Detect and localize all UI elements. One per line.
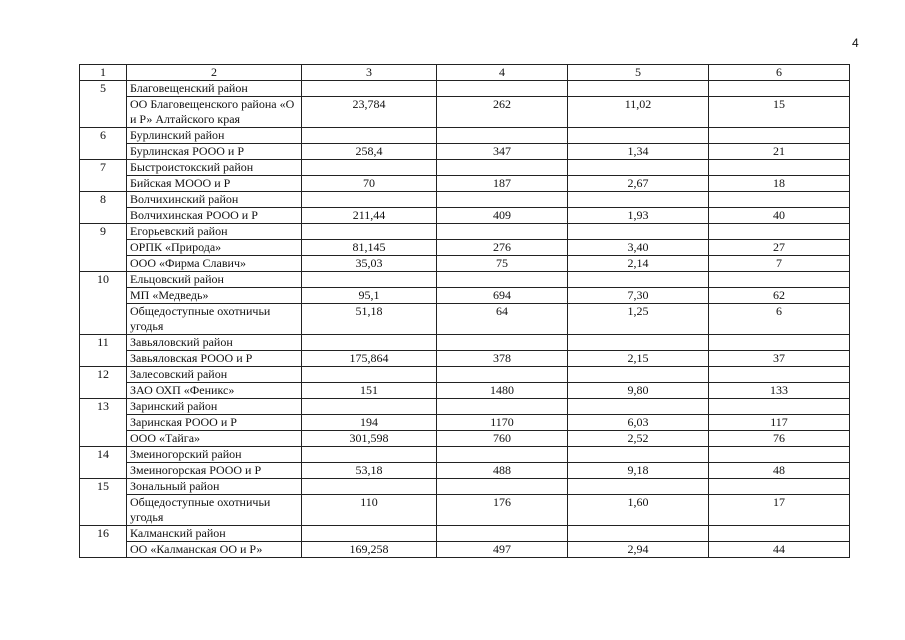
empty-cell	[568, 81, 709, 97]
organization-name: Бурлинская РООО и Р	[127, 144, 302, 160]
district-row	[80, 128, 850, 144]
district-row	[80, 367, 850, 383]
header-cell: 4	[437, 65, 568, 81]
empty-cell	[302, 160, 437, 176]
value-cell-c6: 133	[709, 383, 850, 399]
empty-cell	[302, 272, 437, 288]
district-row	[80, 224, 850, 240]
row-number: 12	[80, 367, 127, 399]
organization-name: Бийская МООО и Р	[127, 176, 302, 192]
table-row	[80, 97, 850, 128]
empty-cell	[568, 272, 709, 288]
value-cell-c5: 6,03	[568, 415, 709, 431]
organization-name: Общедоступные охотничьи угодья	[127, 495, 302, 526]
empty-cell	[437, 160, 568, 176]
table-row	[80, 383, 850, 399]
value-cell-c6: 48	[709, 463, 850, 479]
empty-cell	[302, 447, 437, 463]
value-cell-c4: 378	[437, 351, 568, 367]
value-cell-c3: 23,784	[302, 97, 437, 128]
empty-cell	[709, 526, 850, 542]
row-number: 9	[80, 224, 127, 272]
value-cell-c3: 258,4	[302, 144, 437, 160]
empty-cell	[709, 479, 850, 495]
value-cell-c4: 64	[437, 304, 568, 335]
value-cell-c5: 11,02	[568, 97, 709, 128]
value-cell-c3: 211,44	[302, 208, 437, 224]
empty-cell	[302, 128, 437, 144]
row-number: 16	[80, 526, 127, 558]
district-name: Калманский район	[127, 526, 302, 542]
empty-cell	[302, 479, 437, 495]
organization-name: Волчихинская РООО и Р	[127, 208, 302, 224]
table-row	[80, 288, 850, 304]
organization-name: Общедоступные охотничьи угодья	[127, 304, 302, 335]
table-row	[80, 304, 850, 335]
value-cell-c4: 176	[437, 495, 568, 526]
district-row	[80, 192, 850, 208]
organization-name: Заринская РООО и Р	[127, 415, 302, 431]
empty-cell	[709, 160, 850, 176]
value-cell-c5: 2,15	[568, 351, 709, 367]
value-cell-c4: 409	[437, 208, 568, 224]
district-name: Бурлинский район	[127, 128, 302, 144]
empty-cell	[437, 128, 568, 144]
value-cell-c4: 276	[437, 240, 568, 256]
empty-cell	[709, 367, 850, 383]
empty-cell	[302, 367, 437, 383]
value-cell-c4: 262	[437, 97, 568, 128]
organization-name: ЗАО ОХП «Феникс»	[127, 383, 302, 399]
empty-cell	[302, 192, 437, 208]
empty-cell	[302, 399, 437, 415]
table-row	[80, 415, 850, 431]
empty-cell	[709, 224, 850, 240]
row-number: 6	[80, 128, 127, 160]
district-name: Быстроистокский район	[127, 160, 302, 176]
value-cell-c6: 76	[709, 431, 850, 447]
value-cell-c6: 117	[709, 415, 850, 431]
empty-cell	[568, 192, 709, 208]
value-cell-c5: 9,18	[568, 463, 709, 479]
district-name: Змеиногорский район	[127, 447, 302, 463]
header-cell: 2	[127, 65, 302, 81]
organization-name: ОО Благовещенского района «О и Р» Алтайского края	[127, 97, 302, 128]
row-number: 5	[80, 81, 127, 128]
district-row	[80, 479, 850, 495]
value-cell-c6: 44	[709, 542, 850, 558]
empty-cell	[302, 335, 437, 351]
empty-cell	[437, 526, 568, 542]
value-cell-c3: 301,598	[302, 431, 437, 447]
table-row	[80, 542, 850, 558]
value-cell-c4: 497	[437, 542, 568, 558]
row-number: 8	[80, 192, 127, 224]
value-cell-c6: 21	[709, 144, 850, 160]
table-row	[80, 176, 850, 192]
value-cell-c6: 7	[709, 256, 850, 272]
empty-cell	[568, 224, 709, 240]
value-cell-c3: 95,1	[302, 288, 437, 304]
empty-cell	[302, 224, 437, 240]
empty-cell	[709, 335, 850, 351]
value-cell-c6: 27	[709, 240, 850, 256]
value-cell-c3: 51,18	[302, 304, 437, 335]
value-cell-c4: 187	[437, 176, 568, 192]
empty-cell	[437, 447, 568, 463]
district-name: Ельцовский район	[127, 272, 302, 288]
table-row	[80, 351, 850, 367]
table-row	[80, 463, 850, 479]
value-cell-c5: 2,67	[568, 176, 709, 192]
value-cell-c6: 40	[709, 208, 850, 224]
value-cell-c4: 488	[437, 463, 568, 479]
empty-cell	[437, 192, 568, 208]
district-row	[80, 160, 850, 176]
table-row	[80, 431, 850, 447]
value-cell-c3: 53,18	[302, 463, 437, 479]
value-cell-c6: 6	[709, 304, 850, 335]
empty-cell	[437, 335, 568, 351]
row-number: 10	[80, 272, 127, 335]
empty-cell	[568, 128, 709, 144]
empty-cell	[437, 224, 568, 240]
row-number: 15	[80, 479, 127, 526]
organization-name: ОО «Калманская ОО и Р»	[127, 542, 302, 558]
empty-cell	[709, 399, 850, 415]
value-cell-c5: 7,30	[568, 288, 709, 304]
organization-name: ООО «Фирма Славич»	[127, 256, 302, 272]
empty-cell	[568, 367, 709, 383]
header-cell: 6	[709, 65, 850, 81]
row-number: 7	[80, 160, 127, 192]
value-cell-c4: 347	[437, 144, 568, 160]
table-row	[80, 144, 850, 160]
empty-cell	[437, 399, 568, 415]
empty-cell	[437, 272, 568, 288]
district-name: Егорьевский район	[127, 224, 302, 240]
value-cell-c4: 1170	[437, 415, 568, 431]
value-cell-c4: 760	[437, 431, 568, 447]
empty-cell	[568, 335, 709, 351]
empty-cell	[437, 479, 568, 495]
value-cell-c3: 70	[302, 176, 437, 192]
district-name: Заринский район	[127, 399, 302, 415]
page-number: 4	[852, 36, 859, 50]
empty-cell	[709, 192, 850, 208]
value-cell-c6: 15	[709, 97, 850, 128]
value-cell-c6: 37	[709, 351, 850, 367]
empty-cell	[568, 479, 709, 495]
district-name: Завьяловский район	[127, 335, 302, 351]
row-number: 14	[80, 447, 127, 479]
row-number: 13	[80, 399, 127, 447]
value-cell-c3: 169,258	[302, 542, 437, 558]
district-name: Зональный район	[127, 479, 302, 495]
empty-cell	[709, 81, 850, 97]
value-cell-c6: 17	[709, 495, 850, 526]
value-cell-c4: 75	[437, 256, 568, 272]
value-cell-c6: 18	[709, 176, 850, 192]
header-row	[80, 65, 850, 81]
value-cell-c5: 3,40	[568, 240, 709, 256]
value-cell-c5: 1,93	[568, 208, 709, 224]
value-cell-c5: 1,25	[568, 304, 709, 335]
value-cell-c5: 9,80	[568, 383, 709, 399]
value-cell-c3: 110	[302, 495, 437, 526]
district-row	[80, 447, 850, 463]
value-cell-c4: 1480	[437, 383, 568, 399]
empty-cell	[302, 526, 437, 542]
district-row	[80, 399, 850, 415]
header-cell: 3	[302, 65, 437, 81]
district-name: Залесовский район	[127, 367, 302, 383]
empty-cell	[437, 81, 568, 97]
organization-name: Завьяловская РООО и Р	[127, 351, 302, 367]
table-row	[80, 208, 850, 224]
district-name: Благовещенский район	[127, 81, 302, 97]
organization-name: ООО «Тайга»	[127, 431, 302, 447]
empty-cell	[709, 447, 850, 463]
value-cell-c4: 694	[437, 288, 568, 304]
district-row	[80, 526, 850, 542]
organization-name: МП «Медведь»	[127, 288, 302, 304]
table-row	[80, 495, 850, 526]
district-row	[80, 335, 850, 351]
empty-cell	[568, 447, 709, 463]
value-cell-c5: 1,34	[568, 144, 709, 160]
value-cell-c5: 1,60	[568, 495, 709, 526]
value-cell-c5: 2,94	[568, 542, 709, 558]
organization-name: ОРПК «Природа»	[127, 240, 302, 256]
organization-name: Змеиногорская РООО и Р	[127, 463, 302, 479]
district-row	[80, 272, 850, 288]
table-row	[80, 256, 850, 272]
table-row	[80, 240, 850, 256]
value-cell-c3: 81,145	[302, 240, 437, 256]
empty-cell	[302, 81, 437, 97]
empty-cell	[709, 272, 850, 288]
value-cell-c6: 62	[709, 288, 850, 304]
empty-cell	[568, 399, 709, 415]
value-cell-c5: 2,52	[568, 431, 709, 447]
value-cell-c5: 2,14	[568, 256, 709, 272]
district-row	[80, 81, 850, 97]
value-cell-c3: 151	[302, 383, 437, 399]
header-cell: 5	[568, 65, 709, 81]
value-cell-c3: 175,864	[302, 351, 437, 367]
value-cell-c3: 35,03	[302, 256, 437, 272]
header-cell: 1	[80, 65, 127, 81]
empty-cell	[568, 526, 709, 542]
empty-cell	[437, 367, 568, 383]
hunting-grounds-table	[79, 64, 850, 558]
district-name: Волчихинский район	[127, 192, 302, 208]
empty-cell	[709, 128, 850, 144]
row-number: 11	[80, 335, 127, 367]
value-cell-c3: 194	[302, 415, 437, 431]
empty-cell	[568, 160, 709, 176]
